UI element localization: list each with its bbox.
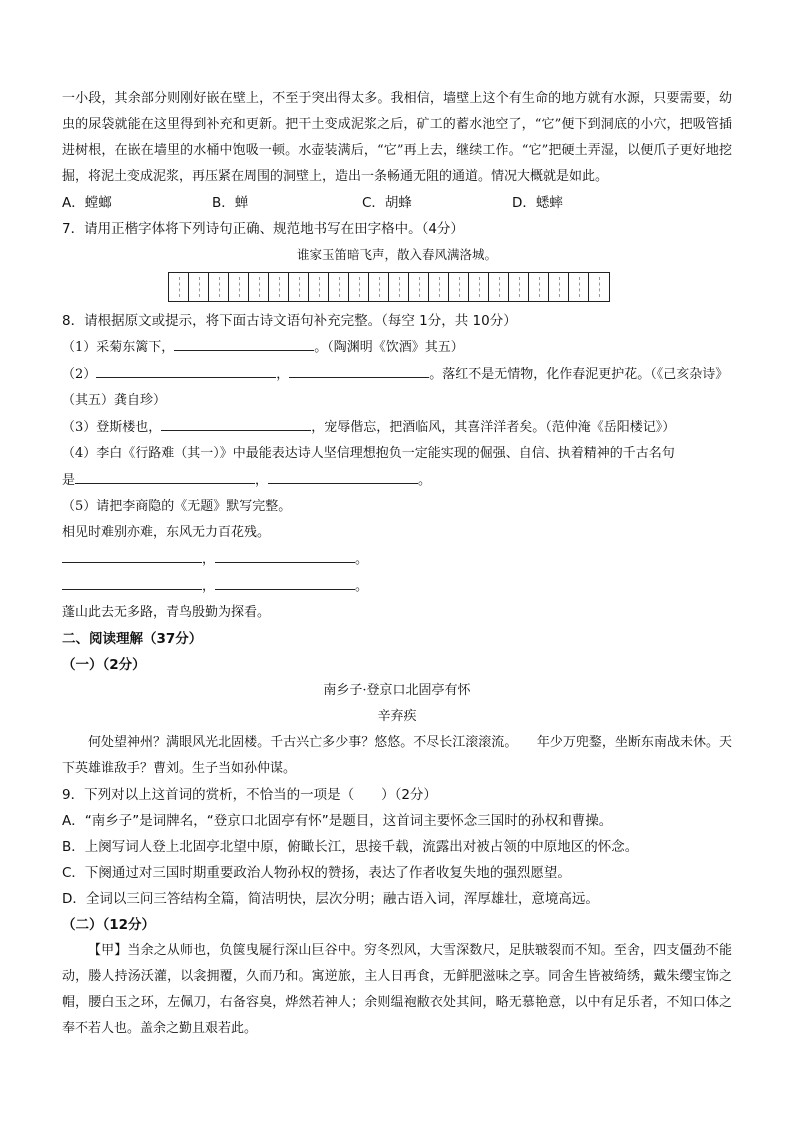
grid-cell[interactable] — [469, 273, 489, 301]
grid-cell[interactable] — [429, 273, 449, 301]
grid-cell[interactable] — [449, 273, 469, 301]
q9-option-b: B．上阕写词人登上北固亭北望中原，俯瞰长江，思接千载，流露出对被占领的中原地区的怀念。 — [62, 839, 639, 855]
grid-cell[interactable] — [389, 273, 409, 301]
answer-blank[interactable] — [96, 361, 276, 378]
q8-line4-cont — [62, 467, 732, 494]
grid-cell[interactable] — [369, 273, 389, 301]
grid-cell[interactable] — [289, 273, 309, 301]
q9-option-a: A．“南乡子”是词牌名，“登京口北固亭有怀”是题目，这首词主要怀念三国时的孙权和曹操。 — [62, 813, 613, 829]
comma: ， — [202, 552, 216, 567]
q8-4-label: 是 — [62, 473, 76, 488]
grid-cell[interactable] — [189, 273, 209, 301]
answer-blank[interactable] — [268, 467, 418, 484]
q7-poem: 谁家玉笛暗飞声，散入春风满洛城。 — [296, 247, 497, 262]
q9-option-c: C．下阕通过对三国时期重要政治人物孙权的赞扬，表达了作者收复失地的强烈愿望。 — [62, 865, 571, 881]
grid-cell[interactable] — [409, 273, 429, 301]
q8-line1 — [62, 334, 732, 361]
comma: ， — [202, 579, 216, 594]
q8-1-text: （1）采菊东篱下， — [62, 340, 175, 355]
poem-body: 何处望神州？满眼风光北固楼。千古兴亡多少事？悠悠。不尽长江滚滚流。 年少万兜鍪，坐断东南战未休。天下英雄谁敌手？曹刘。生子当如孙仲谋。 — [62, 735, 732, 776]
period: 。 — [355, 579, 369, 594]
q8-2-comma: ， — [276, 367, 290, 382]
answer-blank[interactable] — [62, 573, 202, 590]
q8-2-text: 。落红不是无情物，化作春泥更护花。（《己亥杂诗》 — [429, 367, 729, 382]
grid-cell[interactable] — [209, 273, 229, 301]
grid-cell[interactable] — [229, 273, 249, 301]
grid-cell[interactable] — [249, 273, 269, 301]
q8-prompt: 8．请根据原文或提示，将下面古诗文语句补充完整。（每空 1分，共 10分） — [62, 313, 517, 329]
q8-line4: （4）李白《行路难（其一）》中最能表达诗人坚信理想抱负一定能实现的倔强、自信、执着精神的千古名句 — [62, 446, 675, 461]
grid-cell[interactable] — [509, 273, 529, 301]
poem-author: 辛弃疾 — [377, 709, 417, 724]
q6-option-a: A．螳螂 — [62, 195, 112, 211]
q9-prompt: 9．下列对以上这首词的赏析，不恰当的一项是（ ）（2分） — [62, 787, 437, 803]
q8-line2-cont: （其五）龚自珍） — [62, 393, 167, 408]
section2-part1: （一）（2分） — [62, 657, 146, 673]
q8-4-period: 。 — [418, 473, 432, 488]
q8-1-source: 。（陶渊明《饮酒》其五） — [314, 340, 464, 355]
q8-line5-blanks-2 — [62, 573, 732, 600]
q6-option-c: C．胡蜂 — [362, 195, 412, 211]
q6-passage: 一小段，其余部分则刚好嵌在壁上，不至于突出得太多。我相信，墙壁上这个有生命的地方就有水源，只要需要，幼虫的尿袋就能在这里得到补充和更新。把干土变成泥浆之后，矿工的蓄水池空了，“它”便下到洞底的小穴，把吸管插进树根，在嵌在墙里的水桶中饱吸一顿。水壶装满后，“它”再上去，继续工作。“它”把硬土弄湿，以便爪子更好地挖掘，将泥土变成泥浆，再压紧在周围的洞壁上，造出一条畅通无阻的通道。情况大概就是如此。 — [62, 91, 732, 184]
q8-line2 — [62, 361, 732, 388]
q6-option-b: B．蝉 — [212, 195, 249, 211]
grid-cell[interactable] — [529, 273, 549, 301]
q8-3-source: ，宠辱偕忘，把酒临风，其喜洋洋者矣。（范仲淹《岳阳楼记》） — [311, 420, 676, 435]
section2-part2: （二）（12分） — [62, 917, 156, 933]
exam-page — [62, 86, 732, 1042]
answer-blank[interactable] — [161, 414, 311, 431]
answer-blank[interactable] — [215, 546, 355, 563]
answer-blank[interactable] — [215, 573, 355, 590]
q8-line3 — [62, 414, 732, 441]
grid-cell[interactable] — [349, 273, 369, 301]
q9-option-d: D．全词以三问三答结构全篇，简洁明快，层次分明；融古语入词，浑厚雄壮，意境高远。 — [62, 891, 599, 907]
q6-options — [62, 190, 732, 216]
q8-line5-poem: 相见时难别亦难，东风无力百花残。 — [62, 525, 271, 540]
section2-title: 二、阅读理解（37分） — [62, 631, 203, 647]
grid-cell[interactable] — [329, 273, 349, 301]
tianzige-grid[interactable] — [168, 272, 610, 302]
answer-blank[interactable] — [174, 334, 314, 351]
grid-cell[interactable] — [309, 273, 329, 301]
grid-cell[interactable] — [269, 273, 289, 301]
passage-jia: 【甲】当余之从师也，负箧曳屣行深山巨谷中。穷冬烈风，大雪深数尺，足肤皲裂而不知。至舍，四支僵劲不能动，媵人持汤沃灌，以衾拥覆，久而乃和。寓逆旅，主人日再食，无鲜肥滋味之享。同舍生皆被绮绣，戴朱缨宝饰之帽，腰白玉之环，左佩刀，右备容臭，烨然若神人；余则缊袍敝衣处其间，略无慕艳意，以中有足乐者，不知口体之奉不若人也。盖余之勤且艰若此。 — [62, 943, 732, 1036]
grid-cell[interactable] — [169, 273, 189, 301]
grid-cell[interactable] — [589, 273, 609, 301]
answer-blank[interactable] — [289, 361, 429, 378]
q8-2-label: （2） — [62, 367, 97, 382]
answer-blank[interactable] — [62, 546, 202, 563]
period: 。 — [355, 552, 369, 567]
q6-option-d: D．蟋蟀 — [512, 195, 563, 211]
q8-line5-blanks-1 — [62, 546, 732, 573]
answer-blank[interactable] — [75, 467, 255, 484]
grid-cell[interactable] — [549, 273, 569, 301]
q7-prompt: 7．请用正楷字体将下列诗句正确、规范地书写在田字格中。（4分） — [62, 221, 464, 237]
grid-cell[interactable] — [489, 273, 509, 301]
poem-title: 南乡子·登京口北固亭有怀 — [323, 683, 471, 698]
q8-3-text: （3）登斯楼也， — [62, 420, 162, 435]
q8-line5: （5）请把李商隐的《无题》默写完整。 — [62, 499, 292, 514]
q8-4-comma: ， — [255, 473, 269, 488]
grid-cell[interactable] — [569, 273, 589, 301]
q8-line5-end: 蓬山此去无多路，青鸟殷勤为探看。 — [62, 605, 271, 620]
